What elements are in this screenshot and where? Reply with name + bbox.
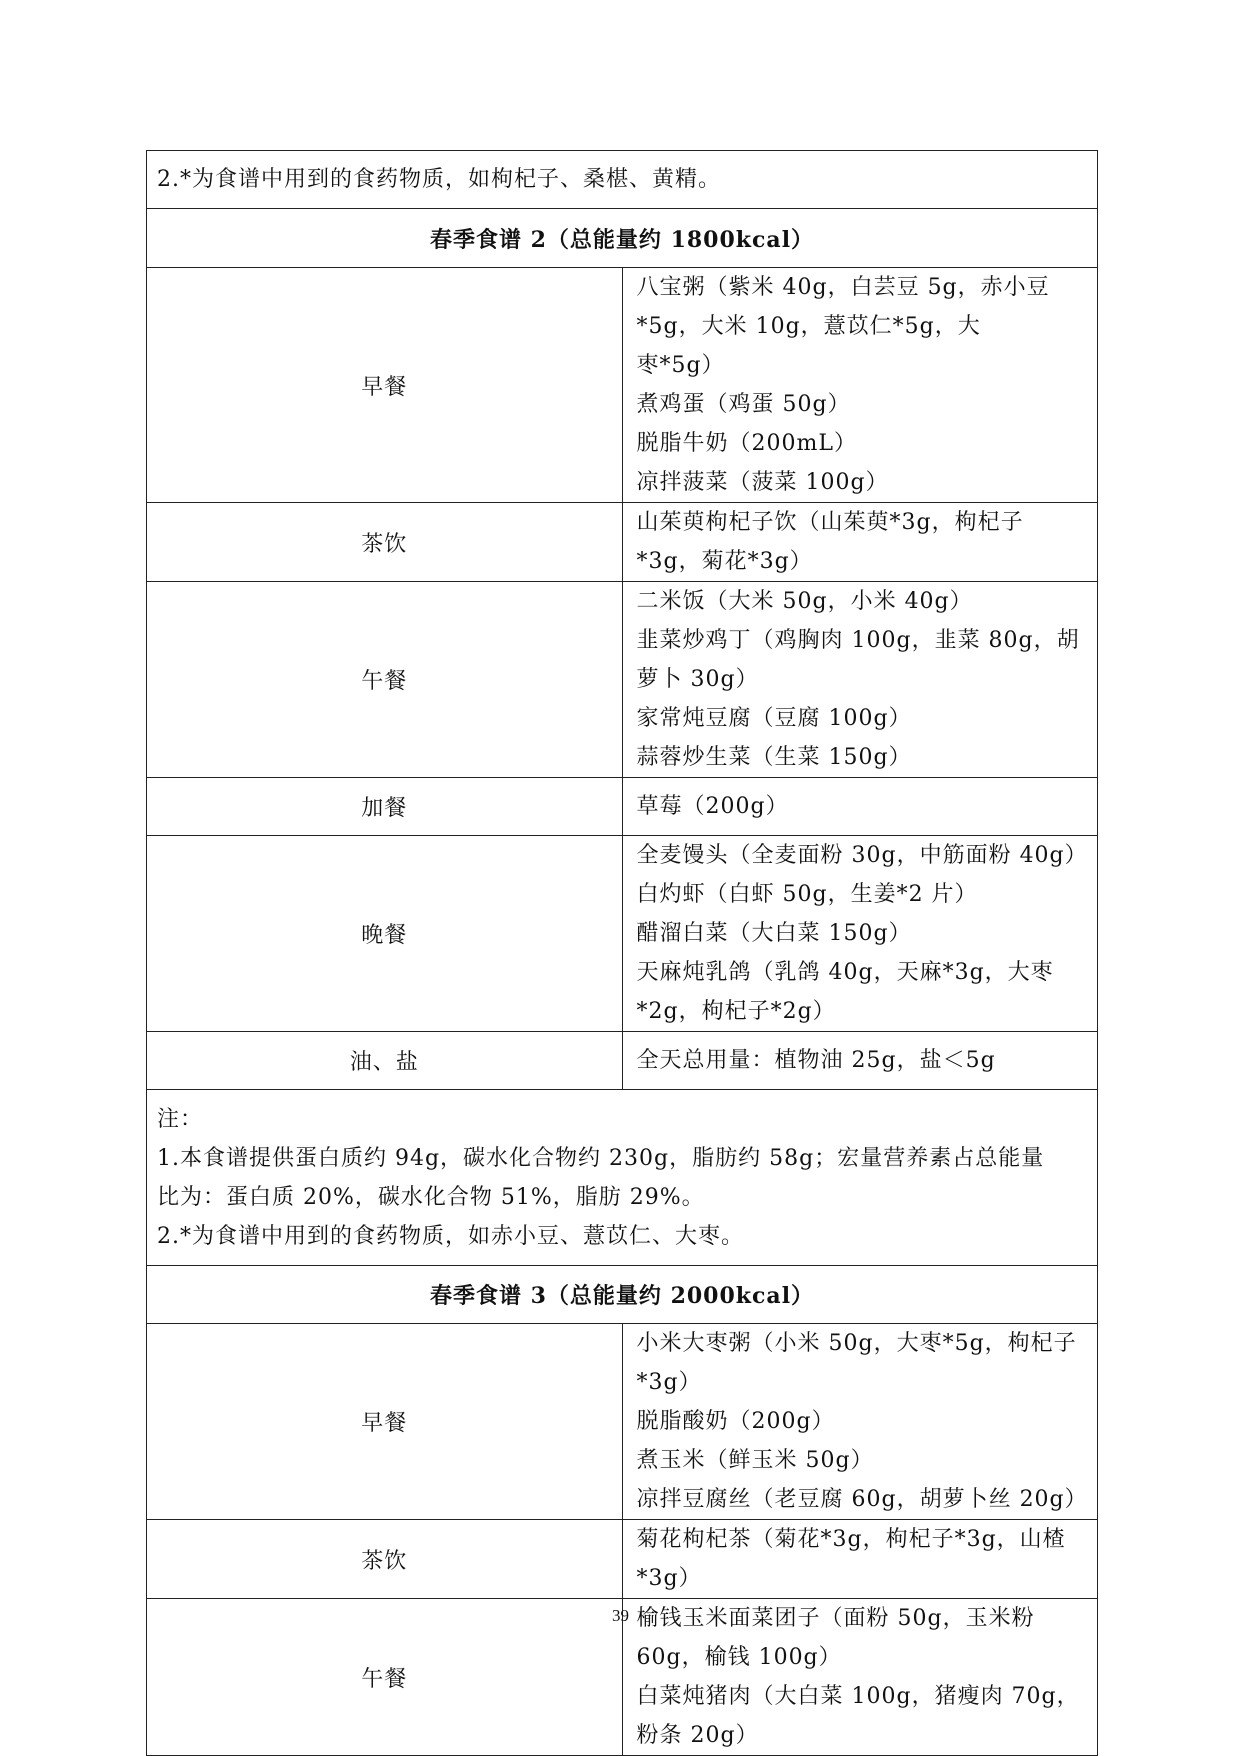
menu-item: 白菜炖猪肉（大白菜 100g，猪瘦肉 70g，粉条 20g） — [636, 1684, 1080, 1748]
recipe2-notes-row — [147, 1090, 1098, 1266]
menu-table — [146, 150, 1098, 1756]
recipe2-dinner-row — [147, 836, 1098, 1032]
menu-item: 榆钱玉米面菜团子（面粉 50g，玉米粉 60g，榆钱 100g） — [636, 1606, 1035, 1670]
meal-label-breakfast: 早餐 — [147, 1324, 623, 1520]
meal-label-lunch: 午餐 — [147, 582, 623, 778]
meal-items-tea — [622, 503, 1098, 582]
recipe3-breakfast-row — [147, 1324, 1098, 1520]
menu-item: 枣*5g） — [636, 353, 725, 378]
menu-item: 凉拌菠菜（菠菜 100g） — [636, 470, 889, 495]
meal-label-oil-salt: 油、盐 — [147, 1032, 623, 1090]
recipe2-title-row — [147, 209, 1098, 268]
meal-items-lunch — [622, 582, 1098, 778]
recipe3-tea-row — [147, 1520, 1098, 1599]
meal-label-tea: 茶饮 — [147, 1520, 623, 1599]
menu-item: 八宝粥（紫米 40g，白芸豆 5g，赤小豆*5g，大米 10g，薏苡仁*5g，大 — [636, 275, 1050, 339]
recipe2-lunch-row — [147, 582, 1098, 778]
prev-note-row — [147, 151, 1098, 209]
menu-item: 脱脂酸奶（200g） — [636, 1409, 835, 1434]
menu-item: 煮鸡蛋（鸡蛋 50g） — [636, 392, 851, 417]
menu-item: 煮玉米（鲜玉米 50g） — [636, 1448, 874, 1473]
menu-item: 二米饭（大米 50g，小米 40g） — [636, 589, 973, 614]
menu-item: 草莓（200g） — [636, 794, 789, 819]
note-line: 2.*为食谱中用到的食药物质，如赤小豆、薏苡仁、大枣。 — [157, 1223, 744, 1249]
recipe2-oil-salt-row — [147, 1032, 1098, 1090]
recipe3-title-row — [147, 1266, 1098, 1324]
meal-items-tea — [622, 1520, 1098, 1599]
note-line: 注： — [157, 1106, 204, 1132]
menu-item: 韭菜炒鸡丁（鸡胸肉 100g，韭菜 80g，胡萝卜 30g） — [636, 628, 1080, 692]
menu-item: 蒜蓉炒生菜（生菜 150g） — [636, 745, 912, 770]
meal-label-snack: 加餐 — [147, 778, 623, 836]
meal-items-snack — [622, 778, 1098, 836]
meal-label-breakfast: 早餐 — [147, 268, 623, 503]
recipe2-title: 春季食谱 2（总能量约 1800kcal） — [147, 209, 1098, 268]
menu-item: 全麦馒头（全麦面粉 30g，中筋面粉 40g） — [636, 843, 1088, 868]
recipe2-snack-row — [147, 778, 1098, 836]
meal-label-tea: 茶饮 — [147, 503, 623, 582]
menu-item: 凉拌豆腐丝（老豆腐 60g，胡萝卜丝 20g） — [636, 1487, 1088, 1512]
meal-items-breakfast — [622, 1324, 1098, 1520]
menu-item: 家常炖豆腐（豆腐 100g） — [636, 706, 912, 731]
note-line: 1.本食谱提供蛋白质约 94g，碳水化合物约 230g，脂肪约 58g；宏量营养素占总能量 — [157, 1145, 1045, 1171]
recipe2-tea-row — [147, 503, 1098, 582]
menu-item: 菊花枸杞茶（菊花*3g，枸杞子*3g，山楂*3g） — [636, 1527, 1066, 1591]
menu-item: 白灼虾（白虾 50g，生姜*2 片） — [636, 882, 978, 907]
recipe3-title: 春季食谱 3（总能量约 2000kcal） — [147, 1266, 1098, 1324]
recipe2-notes — [147, 1090, 1098, 1266]
meal-label-lunch: 午餐 — [147, 1599, 623, 1756]
recipe2-breakfast-row — [147, 268, 1098, 503]
prev-note-cell — [147, 151, 1098, 209]
note-line: 2.*为食谱中用到的食药物质，如枸杞子、桑椹、黄精。 — [157, 167, 721, 192]
menu-item: 天麻炖乳鸽（乳鸽 40g，天麻*3g，大枣*2g，枸杞子*2g） — [636, 960, 1054, 1024]
meal-items-breakfast — [622, 268, 1098, 503]
note-line: 比为：蛋白质 20%，碳水化合物 51%，脂肪 29%。 — [157, 1184, 705, 1210]
menu-item: 小米大枣粥（小米 50g，大枣*5g，枸杞子*3g） — [636, 1331, 1077, 1395]
menu-item: 全天总用量：植物油 25g，盐＜5g — [636, 1048, 996, 1073]
menu-item: 脱脂牛奶（200mL） — [636, 431, 857, 456]
meal-label-dinner: 晚餐 — [147, 836, 623, 1032]
menu-item: 醋溜白菜（大白菜 150g） — [636, 921, 912, 946]
meal-items-dinner — [622, 836, 1098, 1032]
page-number: 39 — [612, 1606, 629, 1625]
meal-items-oil-salt — [622, 1032, 1098, 1090]
menu-item: 山茱萸枸杞子饮（山茱萸*3g，枸杞子*3g，菊花*3g） — [636, 510, 1024, 574]
